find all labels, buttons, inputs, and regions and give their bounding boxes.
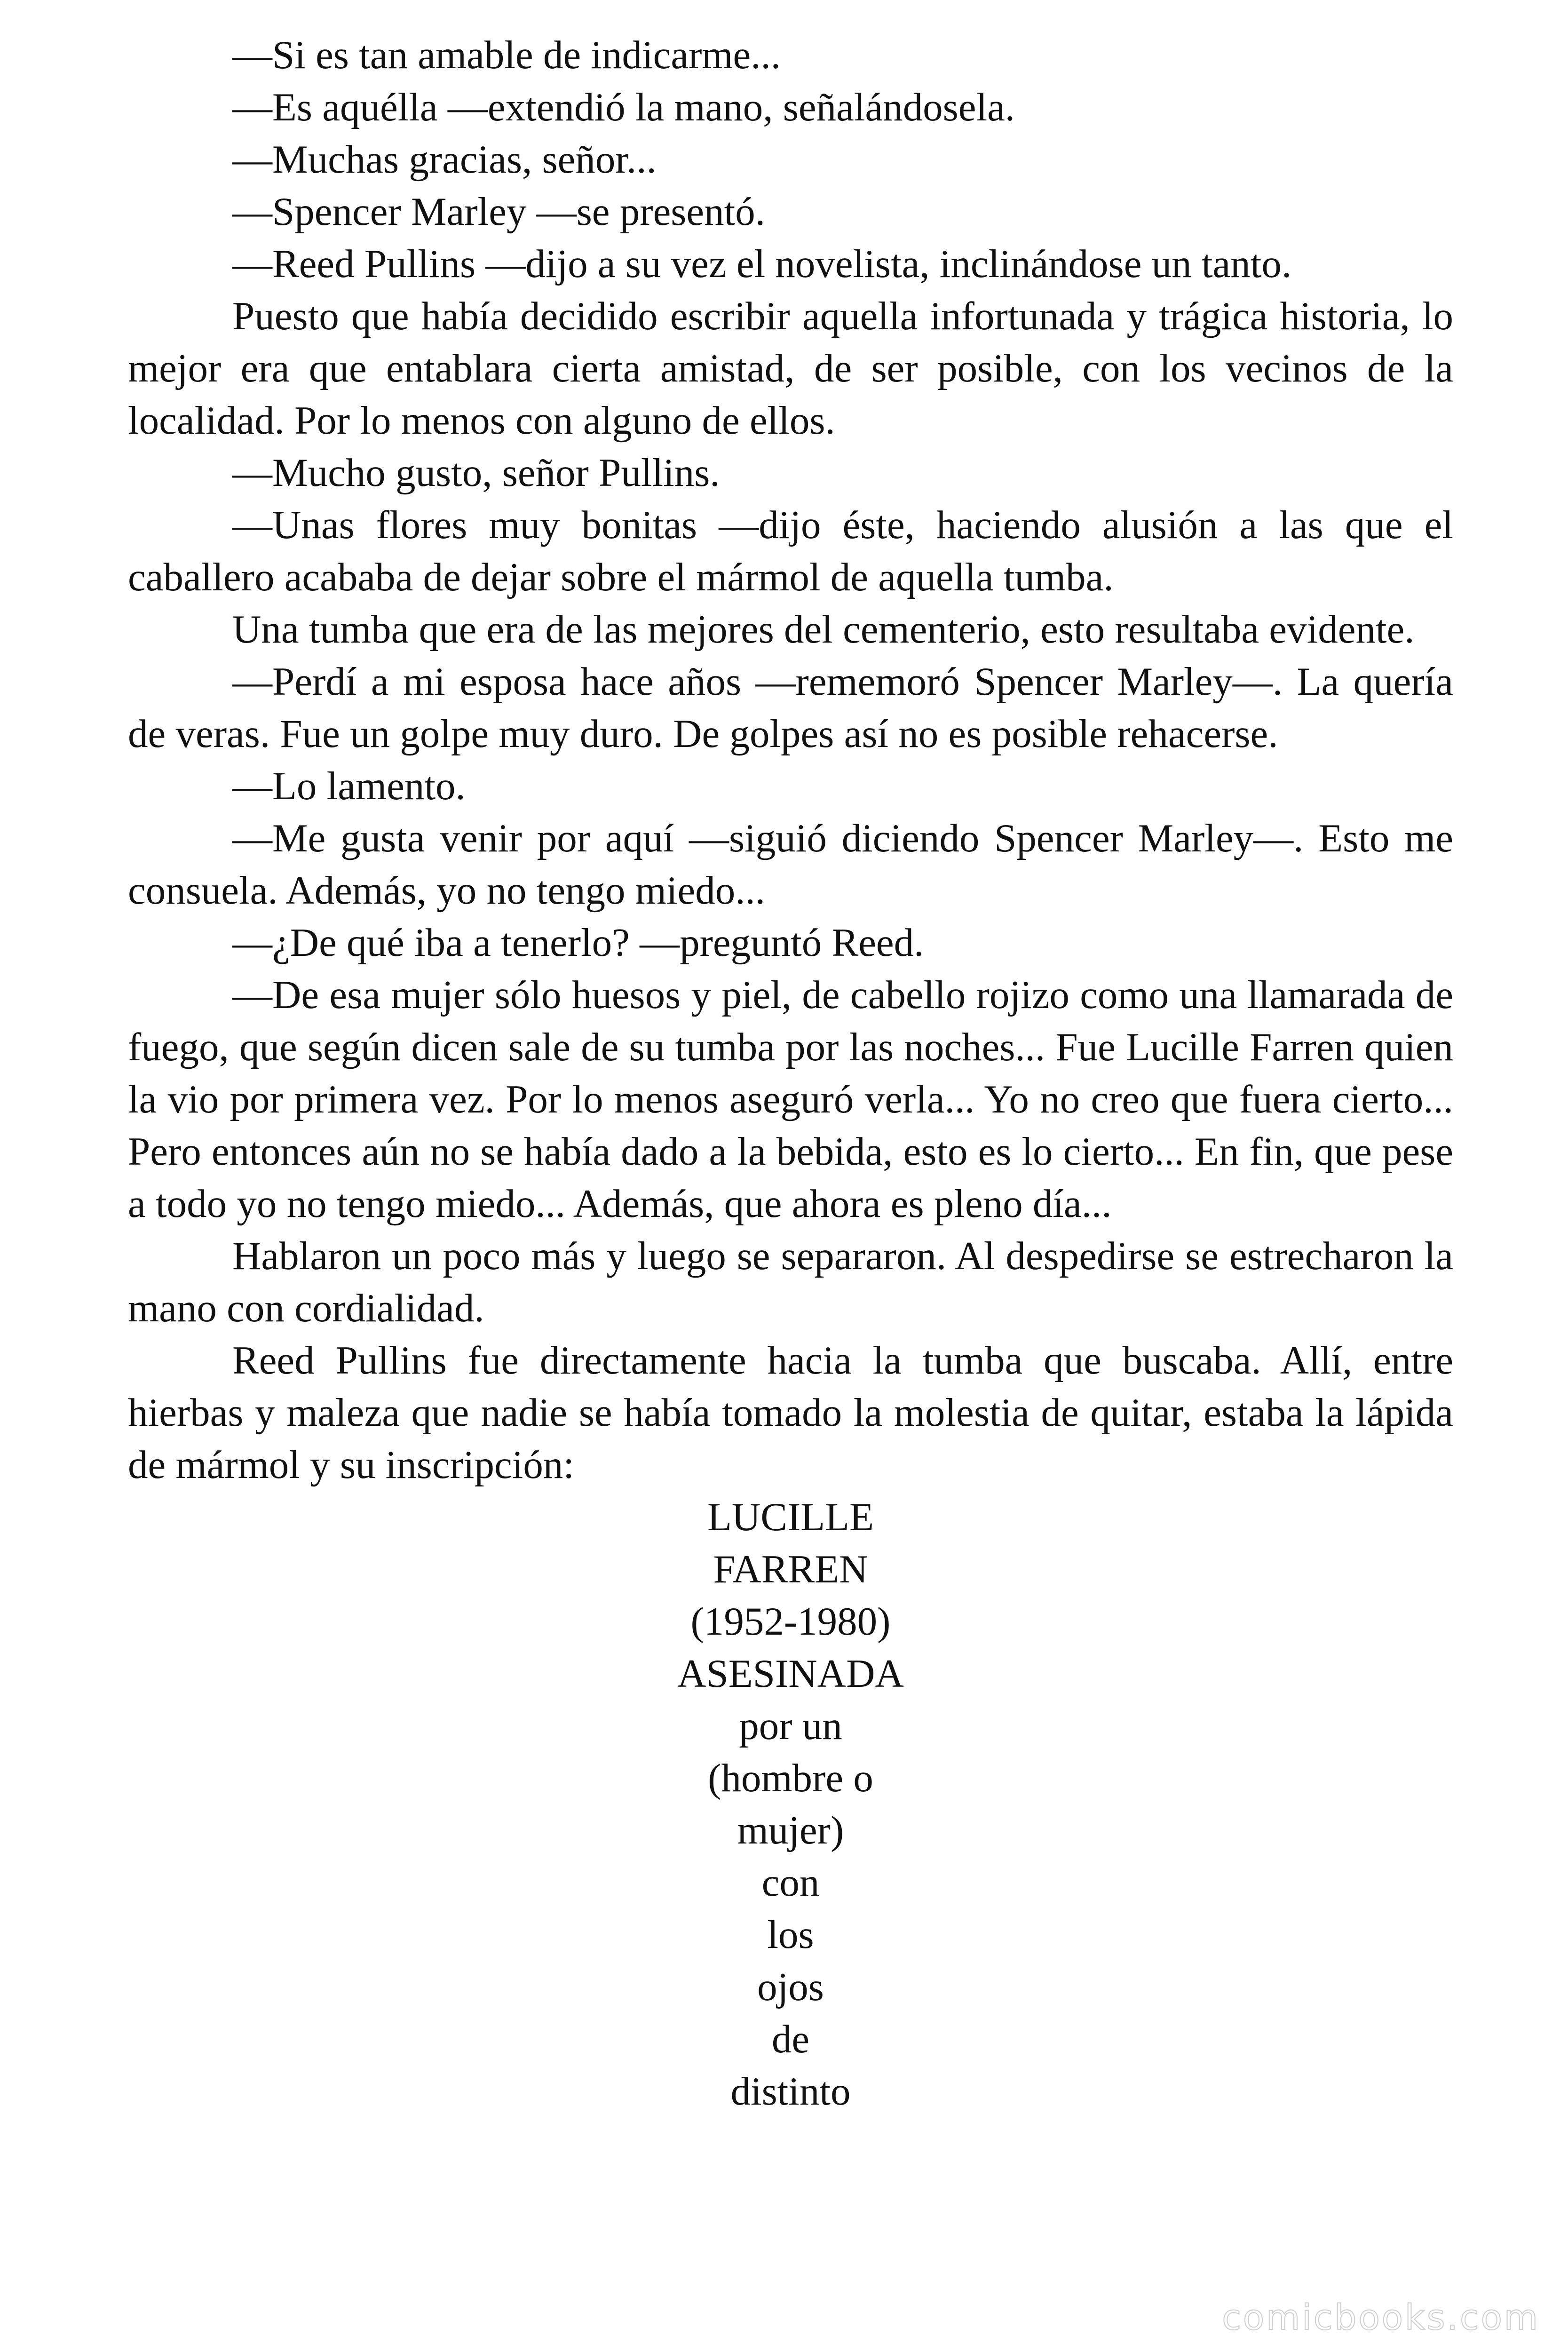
- paragraph: —Muchas gracias, señor...: [232, 137, 657, 182]
- paragraph: Puesto que había decidido escribir aquella infortunada y trágica historia, lo mejor era que entablara cierta amistad, de ser posible, con los vecinos de la localidad. Por lo menos con alguno de ellos.: [128, 294, 1453, 443]
- paragraph: —De esa mujer sólo huesos y piel, de cabello rojizo como una llamarada de fuego, que según dicen sale de su tumba por las noches... Fue Lucille Farren quien la vio por primera vez. Por lo menos aseguró verla... Yo no creo que fuera cierto... Pero entonces aún no se había dado a la bebida, esto es lo cierto... En fin, que pese a todo yo no tengo miedo... Además, que ahora es pleno día...: [128, 973, 1453, 1226]
- paragraph: —Perdí a mi esposa hace años —rememoró Spencer Marley—. La quería de veras. Fue un golpe muy duro. De golpes así no es posible rehacerse.: [128, 660, 1453, 756]
- paragraph: Hablaron un poco más y luego se separaron. Al despedirse se estrecharon la mano con cordialidad.: [128, 1234, 1453, 1330]
- inscription-line: los: [767, 1913, 814, 1957]
- inscription-line: por un: [739, 1704, 842, 1748]
- inscription-line: mujer): [737, 1808, 844, 1852]
- paragraph: —Es aquélla —extendió la mano, señalándosela.: [232, 85, 1015, 129]
- inscription-line: LUCILLE: [707, 1495, 874, 1539]
- body-text: [128, 29, 1453, 2118]
- paragraph: —Me gusta venir por aquí —siguió diciendo Spencer Marley—. Esto me consuela. Además, yo no tengo miedo...: [128, 816, 1453, 913]
- paragraph: —Reed Pullins —dijo a su vez el novelista, inclinándose un tanto.: [232, 242, 1292, 286]
- paragraph: —Unas flores muy bonitas —dijo éste, haciendo alusión a las que el caballero acababa de dejar sobre el mármol de aquella tumba.: [128, 503, 1453, 599]
- inscription-line: (hombre o: [708, 1756, 873, 1800]
- inscription-line: con: [761, 1860, 820, 1905]
- watermark: comicbooks.com: [1222, 2297, 1540, 2338]
- inscription-line: de: [771, 2017, 810, 2061]
- paragraph: —Spencer Marley —se presentó.: [232, 190, 765, 234]
- paragraph: —¿De qué iba a tenerlo? —preguntó Reed.: [232, 921, 924, 965]
- inscription-line: ASESINADA: [677, 1652, 904, 1696]
- inscription-line: ojos: [757, 1965, 824, 2009]
- paragraph: Una tumba que era de las mejores del cementerio, esto resultaba evidente.: [232, 607, 1415, 652]
- paragraph: —Mucho gusto, señor Pullins.: [232, 451, 720, 495]
- paragraph: —Si es tan amable de indicarme...: [232, 33, 781, 77]
- paragraph: —Lo lamento.: [232, 764, 466, 808]
- inscription-line: FARREN: [713, 1547, 868, 1591]
- tombstone-inscription: [128, 1491, 1453, 2118]
- inscription-line: (1952-1980): [690, 1599, 891, 1644]
- paragraph: Reed Pullins fue directamente hacia la tumba que buscaba. Allí, entre hierbas y maleza que nadie se había tomado la molestia de quitar, estaba la lápida de mármol y su inscripción:: [128, 1338, 1453, 1487]
- inscription-line: distinto: [730, 2069, 851, 2114]
